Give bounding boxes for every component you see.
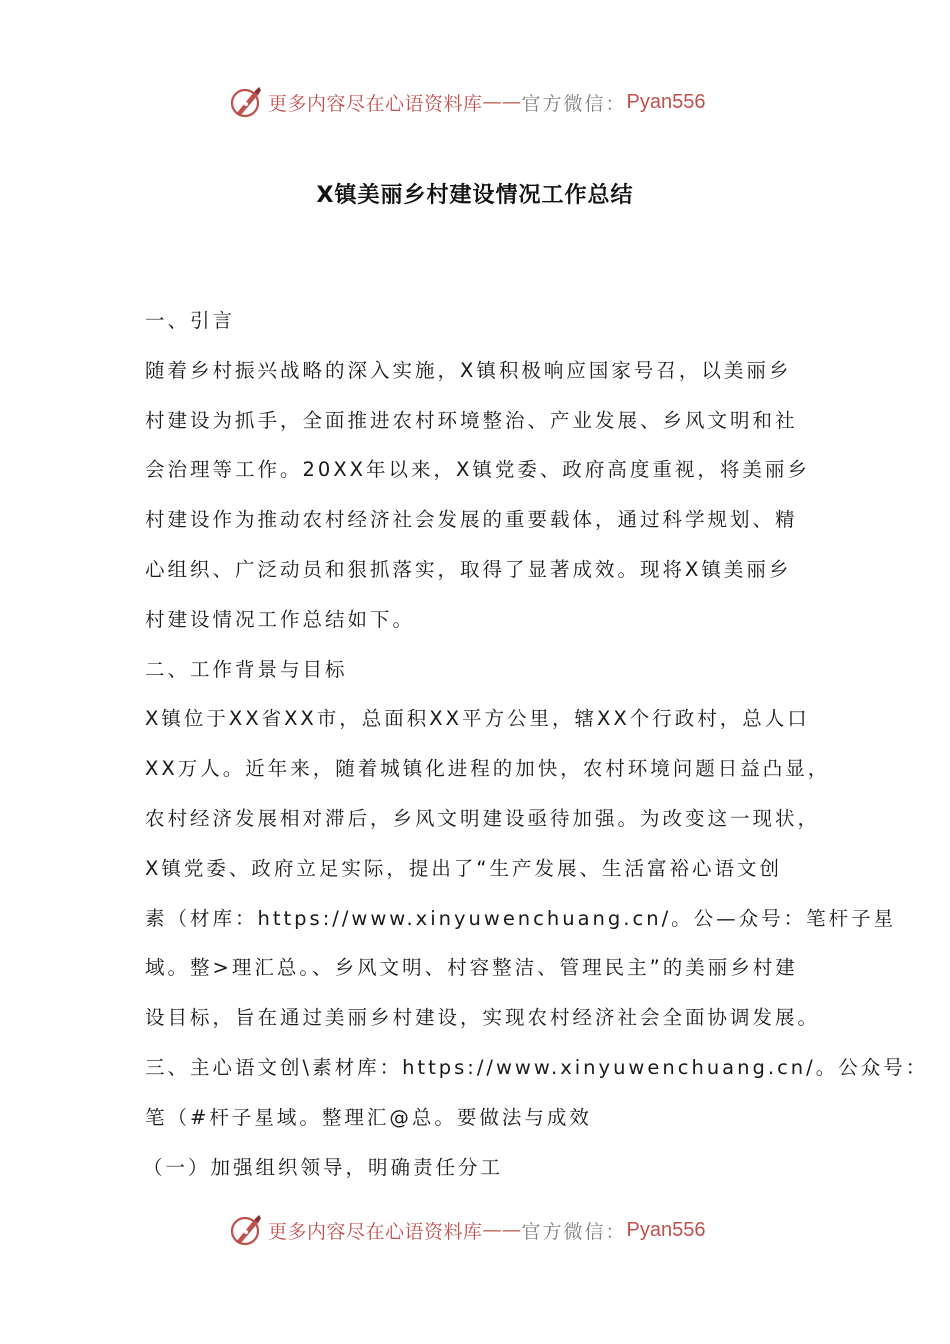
watermark-main-text: 更多内容尽在心语资料库: [268, 92, 483, 115]
document-title: X镇美丽乡村建设情况工作总结: [316, 183, 634, 208]
pen-nib-circle-icon: [228, 84, 264, 120]
body-line: 素（材库：https://www.xinyuwenchuang.cn/。公—众号：笔杆子星: [145, 906, 897, 930]
watermark-banner-top: [228, 82, 706, 122]
watermark-label: 官方微信：: [521, 1220, 627, 1243]
body-line: 村建设作为推动农村经济社会发展的重要载体，通过科学规划、精: [145, 508, 798, 532]
pen-nib-circle-icon: [228, 1212, 264, 1248]
watermark-wechat-id: Pyan556: [626, 1218, 706, 1241]
watermark-dash: ——: [482, 91, 522, 113]
section-heading-measures: 三、主心语文创\素材库：https://www.xinyuwenchuang.cn/。公众号：: [145, 1055, 929, 1079]
body-line: 农村经济发展相对滞后，乡风文明建设亟待加强。为改变这一现状，: [145, 806, 821, 830]
watermark-banner-bottom: [228, 1210, 706, 1250]
watermark-dash: ——: [482, 1219, 522, 1241]
watermark-label: 官方微信：: [521, 92, 627, 115]
body-line: 设目标，旨在通过美丽乡村建设，实现农村经济社会全面协调发展。: [145, 1006, 821, 1030]
body-line: X镇位于XX省XX市，总面积XX平方公里，辖XX个行政村，总人口: [145, 707, 810, 731]
document-body: [143, 296, 929, 1192]
body-line: X镇党委、政府立足实际，提出了“生产发展、生活富裕心语文创: [145, 856, 782, 880]
body-line: 域。整>理汇总。、乡风文明、村容整洁、管理民主”的美丽乡村建: [145, 956, 798, 980]
body-line: 随着乡村振兴战略的深入实施，X镇积极响应国家号召，以美丽乡: [145, 358, 792, 382]
body-line: 心组织、广泛动员和狠抓落实，取得了显著成效。现将X镇美丽乡: [145, 557, 792, 581]
body-line: XX万人。近年来，随着城镇化进程的加快，农村环境问题日益凸显，: [145, 757, 831, 781]
body-line: 会治理等工作。20XX年以来，X镇党委、政府高度重视，将美丽乡: [145, 458, 810, 482]
body-line: 村建设为抓手，全面推进农村环境整治、产业发展、乡风文明和社: [145, 408, 798, 432]
body-line: 村建设情况工作总结如下。: [145, 607, 416, 631]
section-heading-intro: 一、引言: [145, 309, 236, 332]
watermark-main-text: 更多内容尽在心语资料库: [268, 1220, 483, 1243]
watermark-wechat-id: Pyan556: [626, 90, 706, 113]
body-line: 笔（#杆子星域。整理汇@总。要做法与成效: [145, 1105, 592, 1129]
section-heading-background: 二、工作背景与目标: [145, 657, 348, 681]
subsection-heading: （一）加强组织领导，明确责任分工: [143, 1155, 504, 1179]
